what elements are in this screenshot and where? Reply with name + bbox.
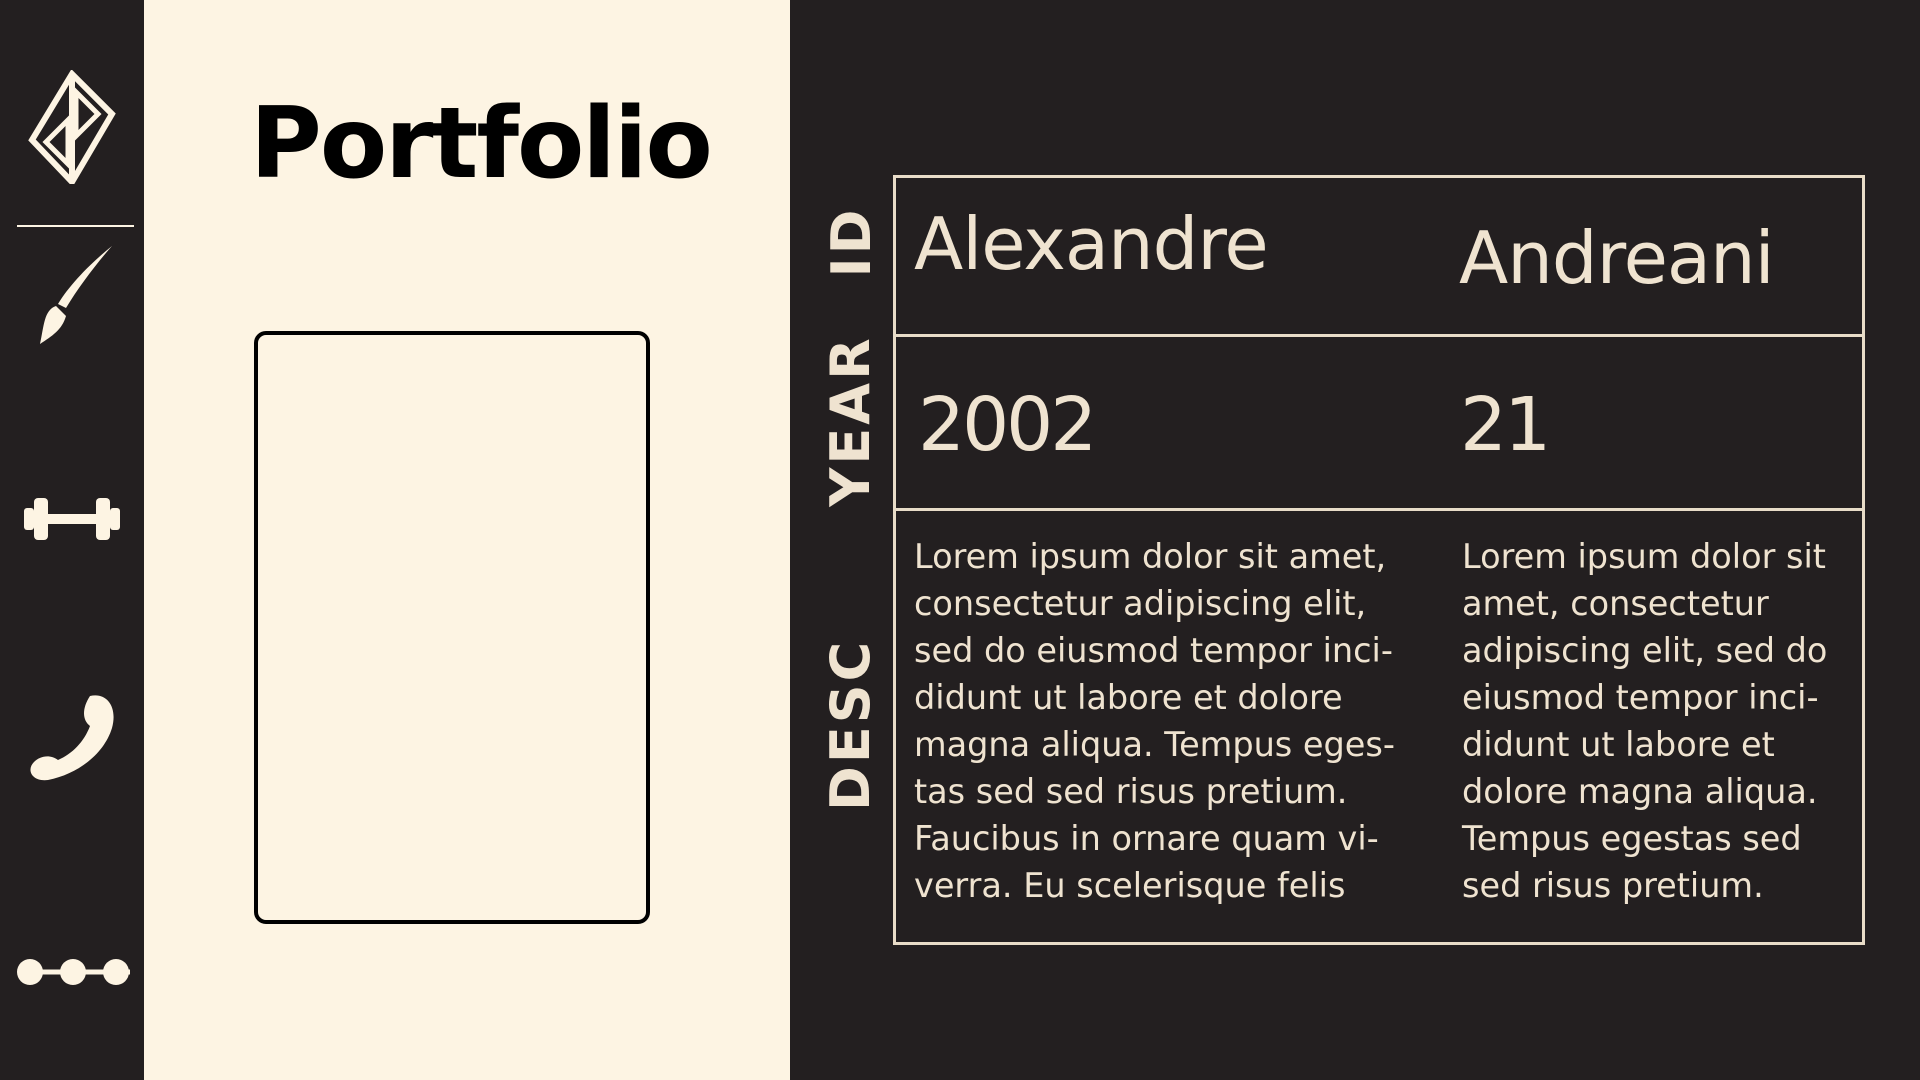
more-icon[interactable] (16, 956, 134, 992)
year-value: 2002 (918, 382, 1095, 468)
row-divider (896, 508, 1862, 511)
row-label-desc: DESC (819, 638, 882, 811)
brush-icon[interactable] (36, 244, 116, 352)
description-second: Lorem ipsum dolor sit amet, consectetur adipiscing elit, sed do eiusmod tempor inci- didunt ut labore et dolore magna aliqua. Tempus egestas sed sed risus pretium. (1462, 537, 1828, 905)
image-placeholder[interactable] (254, 331, 650, 924)
id-first-name: Alexandre (914, 202, 1268, 286)
content-panel (144, 0, 790, 1080)
phone-icon[interactable] (28, 690, 116, 786)
age-value: 21 (1460, 382, 1549, 468)
dumbbell-icon[interactable] (24, 494, 120, 548)
sidebar-nav (0, 0, 144, 1080)
description-first: Lorem ipsum dolor sit amet, consectetur adipiscing elit, sed do eiusmod tempor inci- didunt ut labore et dolore magna aliqua. Tempus eges- tas sed sed risus pretium. Faucibus in ornare quam vi- verra. Eu scelerisque felis (914, 537, 1395, 905)
row-label-year: YEAR (819, 335, 882, 507)
info-table (893, 175, 1865, 945)
sidebar-divider (17, 225, 134, 227)
id-last-name: Andreani (1459, 216, 1774, 300)
page-title: Portfolio (250, 87, 711, 201)
row-divider (896, 334, 1862, 337)
logo-icon[interactable] (28, 70, 116, 188)
row-label-id: ID (820, 206, 883, 278)
